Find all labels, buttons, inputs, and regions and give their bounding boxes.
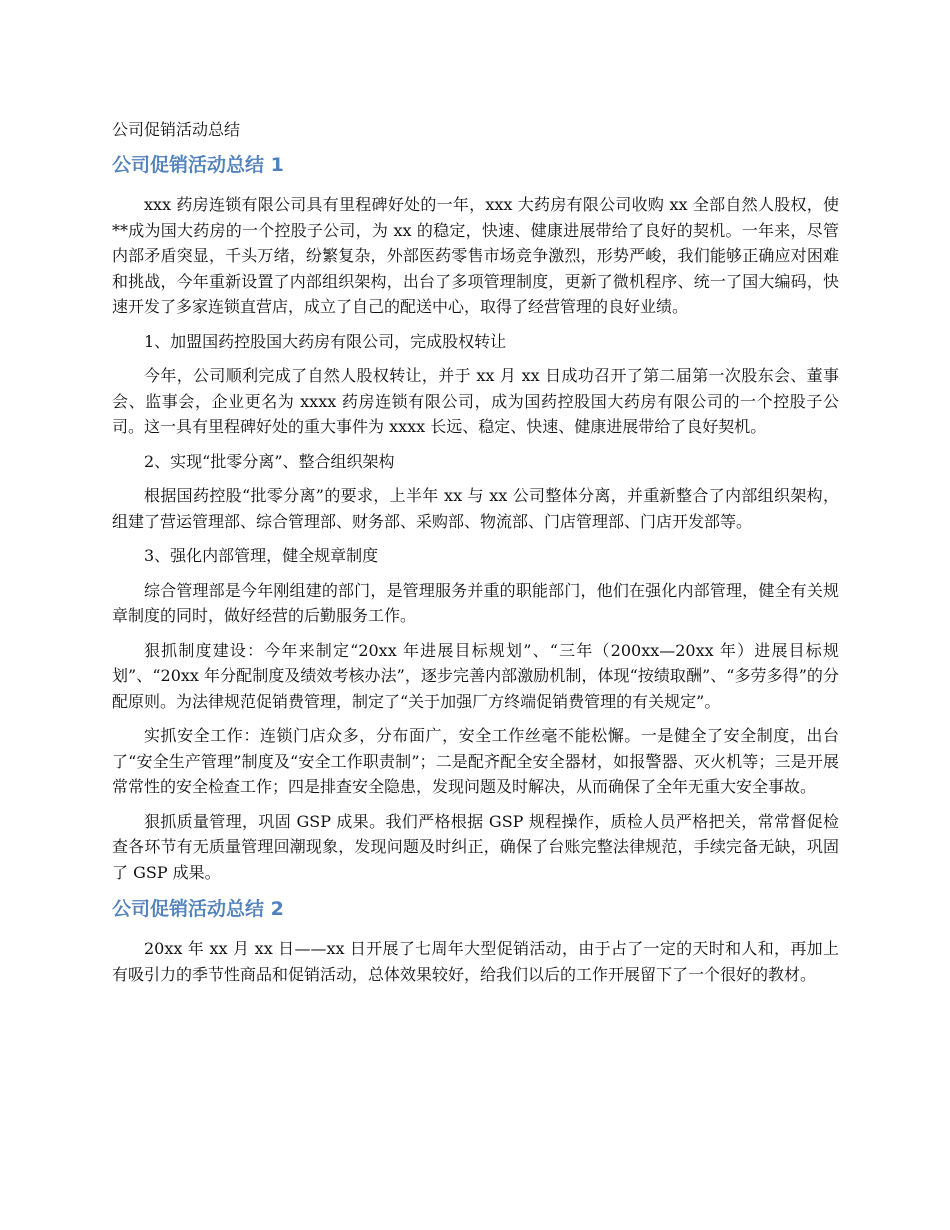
section-heading: 公司促销活动总结 2 <box>112 898 284 920</box>
paragraph: 狠抓制度建设：今年来制定“20xx 年进展目标规划”、“三年（200xx—20xx 年）进展目标规划”、“20xx 年分配制度及绩效考核办法”，逐步完善内部激励机制，体现“按绩取酬”、“多劳多得”的分配原则。为法律规范促销费管理，制定了“关于加强厂方终端促销费管理的有关规定”。 <box>112 640 839 711</box>
paragraph: 20xx 年 xx 月 xx 日——xx 日开展了七周年大型促销活动，由于占了一定的天时和人和，再加上有吸引力的季节性商品和促销活动，总体效果较好，给我们以后的工作开展留下了一个很好的教材。 <box>112 939 839 984</box>
section-1 <box>112 152 839 885</box>
section-heading: 公司促销活动总结 1 <box>112 154 284 176</box>
paragraph: 今年，公司顺利完成了自然人股权转让，并于 xx 月 xx 日成功召开了第二届第一次股东会、董事会、监事会，企业更名为 xxxx 药房连锁有限公司，成为国药控股国大药房有限公司的一个控股子公司。这一具有里程碑好处的重大事件为 xxxx 长远、稳定、快速、健康进展带给了良好契机。 <box>112 366 839 436</box>
document-page <box>112 118 839 996</box>
document-title: 公司促销活动总结 <box>112 120 241 139</box>
subheading: 2、实现“批零分离”、整合组织架构 <box>144 451 395 471</box>
paragraph: 综合管理部是今年刚组建的部门，是管理服务并重的职能部门，他们在强化内部管理，健全有关规章制度的同时，做好经营的后勤服务工作。 <box>112 580 839 625</box>
paragraph: 实抓安全工作：连锁门店众多，分布面广，安全工作丝毫不能松懈。一是健全了安全制度，出台了“安全生产管理”制度及“安全工作职责制”；二是配齐配全安全器材，如报警器、灭火机等；三是开展常常性的安全检查工作；四是排查安全隐患，发现问题及时解决，从而确保了全年无重大安全事故。 <box>112 726 839 796</box>
subheading: 1、加盟国药控股国大药房有限公司，完成股权转让 <box>144 331 507 351</box>
subheading: 3、强化内部管理，健全规章制度 <box>144 546 379 565</box>
section-2 <box>112 896 839 987</box>
paragraph: 根据国药控股“批零分离”的要求，上半年 xx 与 xx 公司整体分离，并重新整合了内部组织架构，组建了营运管理部、综合管理部、财务部、采购部、物流部、门店管理部、门店开发部等。 <box>112 486 839 531</box>
paragraph: xxx 药房连锁有限公司具有里程碑好处的一年，xxx 大药房有限公司收购 xx 全部自然人股权，使**成为国大药房的一个控股子公司，为 xx 的稳定，快速、健康进展带给了良好的契机。一年来，尽管内部矛盾突显，千头万绪，纷繁复杂，外部医药零售市场竞争激烈，形势严峻，我们能够正确应对困难和挑战，今年重新设置了内部组织架构，出台了多项管理制度，更新了微机程序、统一了国大编码，快速开发了多家连锁直营店，成立了自己的配送中心，取得了经营管理的良好业绩。 <box>112 195 839 316</box>
paragraph: 狠抓质量管理，巩固 GSP 成果。我们严格根据 GSP 规程操作，质检人员严格把关，常常督促检查各环节有无质量管理回潮现象，发现问题及时纠正，确保了台账完整法律规范，手续完备无缺，巩固了 GSP 成果。 <box>112 811 839 882</box>
